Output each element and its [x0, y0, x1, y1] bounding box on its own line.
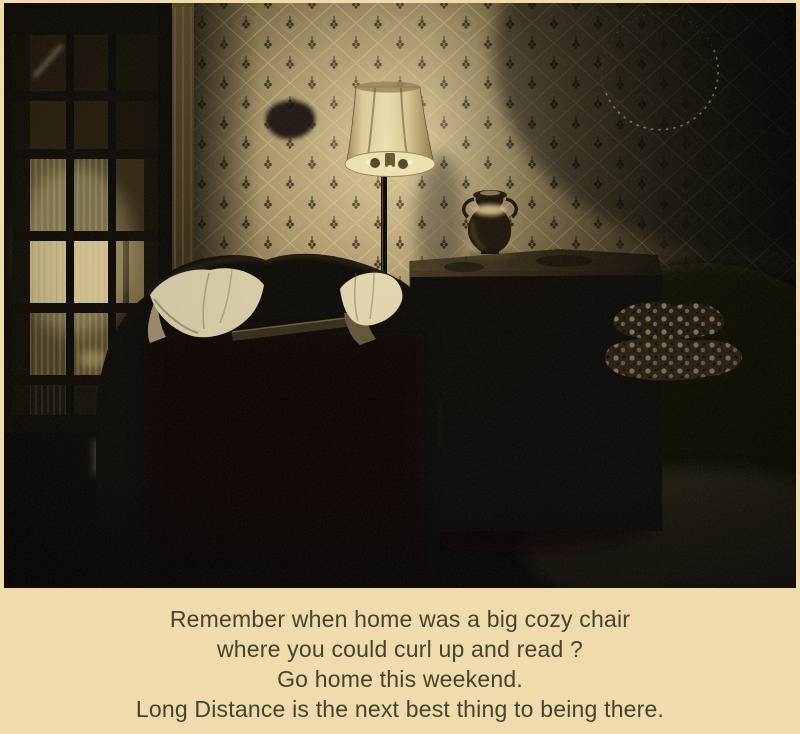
caption	[0, 588, 800, 734]
caption-line-4: Long Distance is the next best thing to being there.	[135, 696, 665, 722]
caption-line-1: Remember when home was a big cozy chair	[169, 606, 631, 632]
caption-line-3: Go home this weekend.	[277, 666, 523, 692]
photo-grain	[4, 3, 796, 588]
living-room-scene	[4, 3, 796, 588]
caption-line-2: where you could curl up and read ?	[216, 636, 584, 662]
photo-living-room	[4, 3, 796, 588]
